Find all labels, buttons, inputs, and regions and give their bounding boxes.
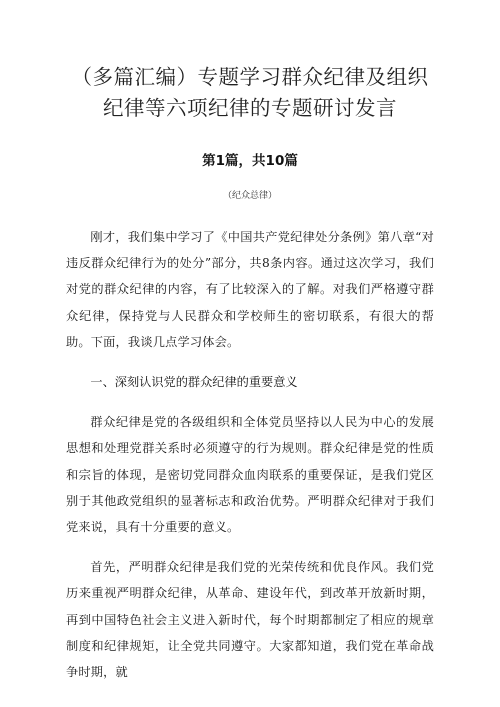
document-tag: （纪众总律） <box>222 191 277 201</box>
document-subtitle: 第1篇，共10篇 <box>202 153 298 169</box>
paragraph-definition: 群众纪律是党的各级组织和全体党员坚持以人民为中心的发展思想和处理党群关系时必须遵守的行为规则。群众纪律是党的性质和宗旨的体现，是密切党同群众血肉联系的重要保证，是我们党区别于其他政党组织的显著标志和政治优势。严明群众纪律对于我们党来说，具有十分重要的意义。 <box>66 415 434 535</box>
document-title: （多篇汇编）专题学习群众纪律及组织纪律等六项纪律的专题研讨发言 <box>71 65 429 120</box>
section-heading: 一、深刻认识党的群众纪律的重要意义 <box>90 375 298 390</box>
paragraph-first-point: 首先，严明群众纪律是我们党的光荣传统和优良作风。我们党历来重视严明群众纪律，从革命、建设年代，到改革开放新时期，再到中国特色社会主义进入新时代，每个时期都制定了相应的规章制度和纪律规矩，让全党共同遵守。大家都知道，我们党在革命战争时期，就 <box>66 560 434 680</box>
paragraph-intro: 刚才，我们集中学习了《中国共产党纪律处分条例》第八章“对违反群众纪律行为的处分”部分，共8条内容。通过这次学习，我们对党的群众纪律的内容，有了比较深入的了解。对我们严格遵守群众纪律，保持党与人民群众和学校师生的密切联系，有很大的帮助。下面，我谈几点学习体会。 <box>66 230 434 349</box>
